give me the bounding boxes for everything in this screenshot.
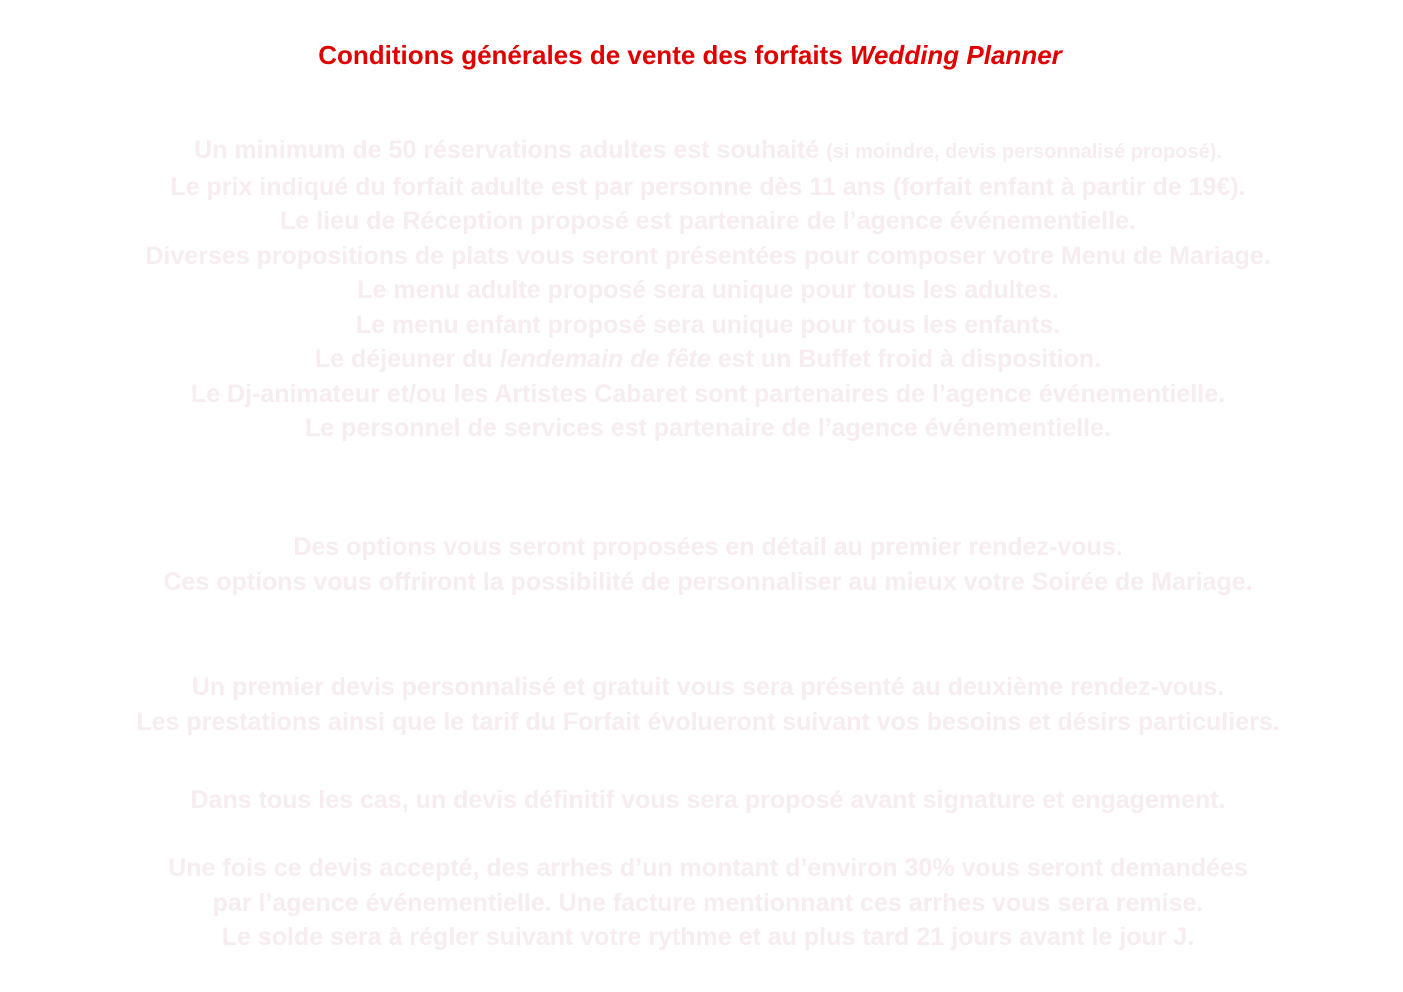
condition-line-venue: Le lieu de Réception proposé est partenaire de l’agence événementielle. (280, 207, 1136, 235)
page-title (0, 38, 1380, 72)
conditions-block (0, 133, 1403, 446)
condition-line-price: Le prix indiqué du forfait adulte est par personne dès 11 ans (forfait enfant à partir de 19€). (170, 172, 1246, 201)
condition-line-minimum (0, 133, 1403, 170)
quote-line-2: Les prestations ainsi que le tarif du Forfait évolueront suivant vos besoins et désirs particuliers. (136, 707, 1280, 736)
condition-lunch-italic: lendemain de fête (499, 345, 711, 373)
condition-line-lunch (0, 342, 1403, 377)
deposit-line-3: Le solde sera à régler suivant votre rythme et au plus tard 21 jours avant le jour J. (221, 923, 1195, 951)
page-title-main: Conditions générales de vente des forfaits (318, 40, 850, 70)
options-block (0, 530, 1403, 599)
condition-line-dishes: Diverses propositions de plats vous seront présentées pour composer votre Menu de Mariage. (145, 241, 1271, 270)
final-quote-block (0, 783, 1403, 818)
quote-block (0, 670, 1403, 739)
condition-line-staff: Le personnel de services est partenaire de l’agence événementielle. (305, 414, 1111, 442)
condition-line-child-menu: Le menu enfant proposé sera unique pour tous les enfants. (355, 310, 1061, 339)
condition-lunch-post: est un Buffet froid à disposition. (710, 345, 1102, 373)
condition-minimum-note: (si moindre, devis personnalisé proposé). (826, 141, 1222, 163)
quote-line-1: Un premier devis personnalisé et gratuit vous sera présenté au deuxième rendez-vous. (191, 673, 1225, 701)
condition-line-adult-menu: Le menu adulte proposé sera unique pour tous les adultes. (357, 276, 1059, 304)
condition-minimum-main: Un minimum de 50 réservations adultes est souhaité (194, 136, 827, 164)
deposit-line-2: par l’agence événementielle. Une facture mentionnant ces arrhes vous sera remise. (212, 888, 1204, 917)
condition-line-dj: Le Dj-animateur et/ou les Artistes Cabaret sont partenaires de l’agence événementielle. (190, 379, 1226, 408)
deposit-line-1: Une fois ce devis accepté, des arrhes d’un montant d’environ 30% vous seront demandées (168, 854, 1248, 882)
options-line-2: Ces options vous offriront la possibilité de personnaliser au mieux votre Soirée de Mariage. (163, 567, 1253, 596)
page-title-italic: Wedding Planner (849, 40, 1062, 70)
condition-lunch-pre: Le déjeuner du (314, 345, 500, 373)
final-quote-line: Dans tous les cas, un devis définitif vous sera proposé avant signature et engagement. (190, 786, 1226, 814)
options-line-1: Des options vous seront proposées en détail au premier rendez-vous. (293, 533, 1123, 561)
deposit-block (0, 851, 1403, 955)
